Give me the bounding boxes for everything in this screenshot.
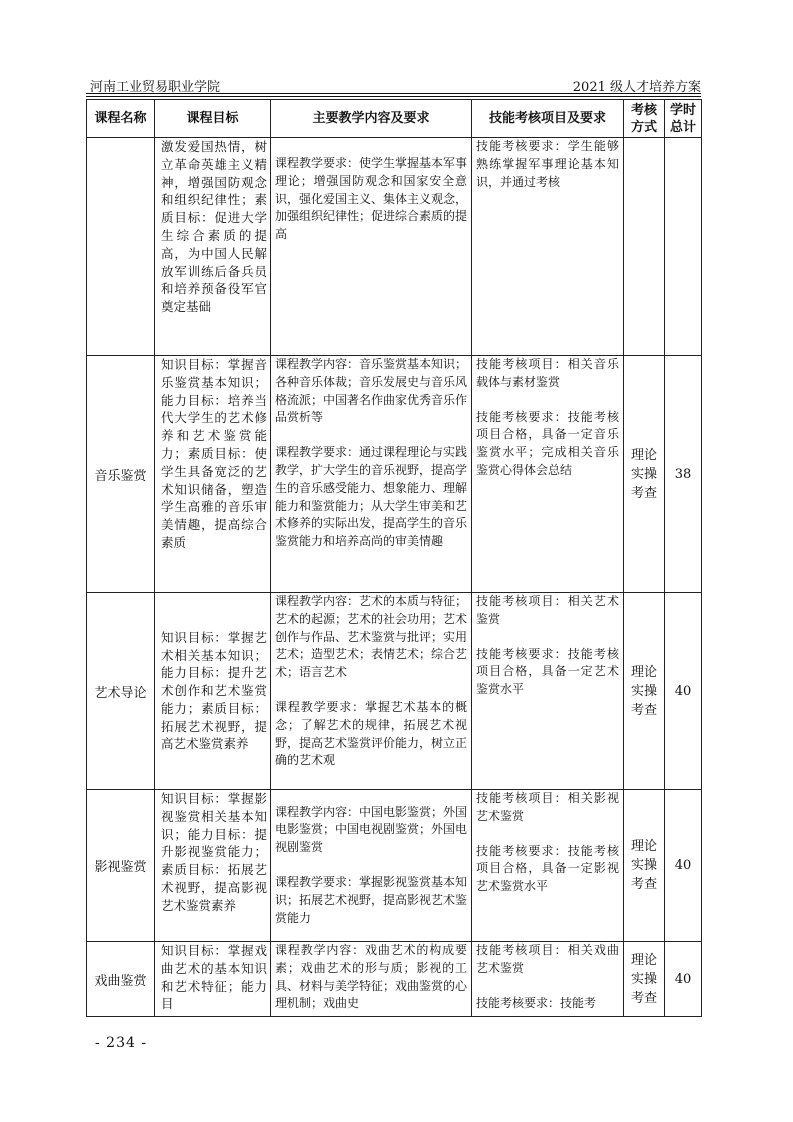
skill-paragraph: 技能考核要求：技能考核项目合格，具备一定影视艺术鉴赏水平 — [476, 843, 619, 894]
header-skill-assessment: 技能考核项目及要求 — [472, 100, 624, 138]
assessment-method — [624, 593, 665, 790]
header-assessment-method — [624, 100, 665, 138]
page-header — [86, 74, 701, 94]
method-line: 考查 — [630, 990, 657, 1006]
content-paragraph: 课程教学要求：掌握艺术基本的概念；了解艺术的规律，拓展艺术视野，提高艺术鉴赏评价能力，树立正确的艺术观 — [275, 699, 468, 768]
method-line: 考查 — [630, 702, 657, 718]
header-rule-thin — [86, 96, 701, 97]
method-line: 考查 — [630, 877, 657, 892]
table-row — [87, 593, 702, 790]
skill-assessment — [472, 942, 624, 1017]
teaching-content — [271, 356, 472, 593]
skill-assessment — [472, 790, 624, 942]
method-line: 理论 — [630, 952, 657, 968]
assessment-method — [624, 138, 665, 356]
skill-assessment — [472, 138, 624, 356]
total-hours — [665, 138, 702, 356]
method-line: 理论 — [630, 839, 657, 854]
course-name: 影视鉴赏 — [87, 790, 155, 942]
course-name: 艺术导论 — [87, 593, 155, 790]
table-row — [87, 942, 702, 1017]
total-hours: 40 — [665, 790, 702, 942]
course-goal: 知识目标：掌握音乐鉴赏基本知识；能力目标：培养当代大学生的艺术修养和艺术鉴赏能力；素质目标：使学生具备宽泛的艺术知识储备，塑造学生高雅的音乐审美情趣，提高综合素质 — [155, 356, 271, 593]
skill-assessment — [472, 356, 624, 593]
method-line: 实操 — [630, 466, 657, 482]
document-title: 2021 级人才培养方案 — [572, 80, 701, 95]
header-method-line: 方式 — [630, 119, 657, 135]
institution-name: 河南工业贸易职业学院 — [90, 80, 221, 95]
method-line: 理论 — [630, 664, 657, 680]
assessment-method — [624, 942, 665, 1017]
course-name — [87, 138, 155, 356]
skill-paragraph: 技能考核要求：技能考核项目合格，具备一定音乐鉴赏水平；完成相关音乐鉴赏心得体会总结 — [476, 409, 619, 477]
course-goal: 激发爱国热情，树立革命英雄主义精神，增强国防观念和组织纪律性；素质目标：促进大学生综合素质的提高，为中国人民解放军训练后备兵员和培养预备役军官奠定基础 — [155, 138, 271, 356]
curriculum-table — [86, 99, 702, 1017]
assessment-method — [624, 790, 665, 942]
total-hours: 40 — [665, 942, 702, 1017]
table-row — [87, 138, 702, 356]
header-hours-line: 学时 — [669, 102, 696, 118]
method-line: 考查 — [630, 485, 657, 501]
content-paragraph: 课程教学内容：音乐鉴赏基本知识；各种音乐体裁；音乐发展史与音乐风格流派；中国著名作曲家优秀音乐作品赏析等 — [275, 357, 468, 425]
header-method-line: 考核 — [630, 102, 657, 118]
header-teaching-content: 主要教学内容及要求 — [271, 100, 472, 138]
header-rule-thick — [86, 93, 701, 94]
teaching-content — [271, 790, 472, 942]
method-line: 实操 — [630, 858, 657, 873]
teaching-content — [271, 138, 472, 356]
table-row — [87, 356, 702, 593]
content-paragraph: 课程教学内容：艺术的本质与特征；艺术的起源；艺术的社会功用；艺术创作与作品、艺术鉴赏与批评；实用艺术；造型艺术；表情艺术；综合艺术；语言艺术 — [275, 594, 468, 680]
page-number: - 234 - — [95, 1035, 148, 1051]
skill-assessment — [472, 593, 624, 790]
course-name: 戏曲鉴赏 — [87, 942, 155, 1017]
header-course-name: 课程名称 — [87, 100, 155, 138]
skill-paragraph: 技能考核要求：技能考核项目合格，具备一定艺术鉴赏水平 — [476, 646, 619, 697]
course-name: 音乐鉴赏 — [87, 356, 155, 593]
header-total-hours — [665, 100, 702, 138]
total-hours: 38 — [665, 356, 702, 593]
course-goal: 知识目标：掌握艺术相关基本知识；能力目标：提升艺术创作和艺术鉴赏能力；素质目标：拓展艺术视野，提高艺术鉴赏素养 — [155, 593, 271, 790]
table-row — [87, 790, 702, 942]
skill-paragraph: 技能考核项目：相关音乐载体与素材鉴赏 — [476, 357, 619, 389]
content-paragraph: 课程教学要求：掌握影视鉴赏基本知识；拓展艺术视野，提高影视艺术鉴赏能力 — [275, 875, 468, 925]
table-header-row — [87, 100, 702, 138]
method-line: 实操 — [630, 683, 657, 699]
skill-paragraph: 技能考核要求：技能考 — [476, 995, 597, 1010]
content-paragraph: 课程教学内容：中国电影鉴赏；外国电影鉴赏；中国电视剧鉴赏；外国电视剧鉴赏 — [275, 804, 468, 855]
teaching-content — [271, 942, 472, 1017]
header-hours-line: 总计 — [669, 119, 696, 135]
skill-paragraph: 技能考核项目：相关艺术鉴赏 — [476, 594, 619, 626]
course-goal: 知识目标：掌握戏曲艺术的基本知识和艺术特征；能力目 — [155, 942, 271, 1017]
course-goal: 知识目标：掌握影视鉴赏相关基本知识；能力目标：提升影视鉴赏能力；素质目标：拓展艺术视野，提高影视艺术鉴赏素养 — [155, 790, 271, 942]
method-line: 实操 — [630, 971, 657, 987]
method-line: 理论 — [630, 447, 657, 463]
assessment-method — [624, 356, 665, 593]
skill-paragraph: 技能考核项目：相关戏曲艺术鉴赏 — [476, 943, 619, 975]
skill-paragraph: 技能考核项目：相关影视艺术鉴赏 — [476, 791, 619, 823]
content-paragraph: 课程教学要求：使学生掌握基本军事理论；增强国防观念和国家安全意识，强化爱国主义、集体主义观念，加强组织纪律性；促进综合素质的提高 — [275, 156, 468, 242]
content-paragraph: 课程教学内容：戏曲艺术的构成要素；戏曲艺术的形与质；影视的工具、材料与美学特征；戏曲鉴赏的心理机制；戏曲史 — [275, 943, 468, 1011]
teaching-content — [271, 593, 472, 790]
skill-paragraph: 技能考核要求：学生能够熟练掌握军事理论基本知识，并通过考核 — [476, 139, 619, 189]
content-paragraph: 课程教学要求：通过课程理论与实践教学，扩大学生的音乐视野，提高学生的音乐感受能力、想象能力、理解能力和鉴赏能力；从大学生审美和艺术修养的实际出发，提高学生的音乐鉴赏能力和培养高尚的审美情趣 — [275, 445, 468, 549]
total-hours: 40 — [665, 593, 702, 790]
header-course-goal: 课程目标 — [155, 100, 271, 138]
